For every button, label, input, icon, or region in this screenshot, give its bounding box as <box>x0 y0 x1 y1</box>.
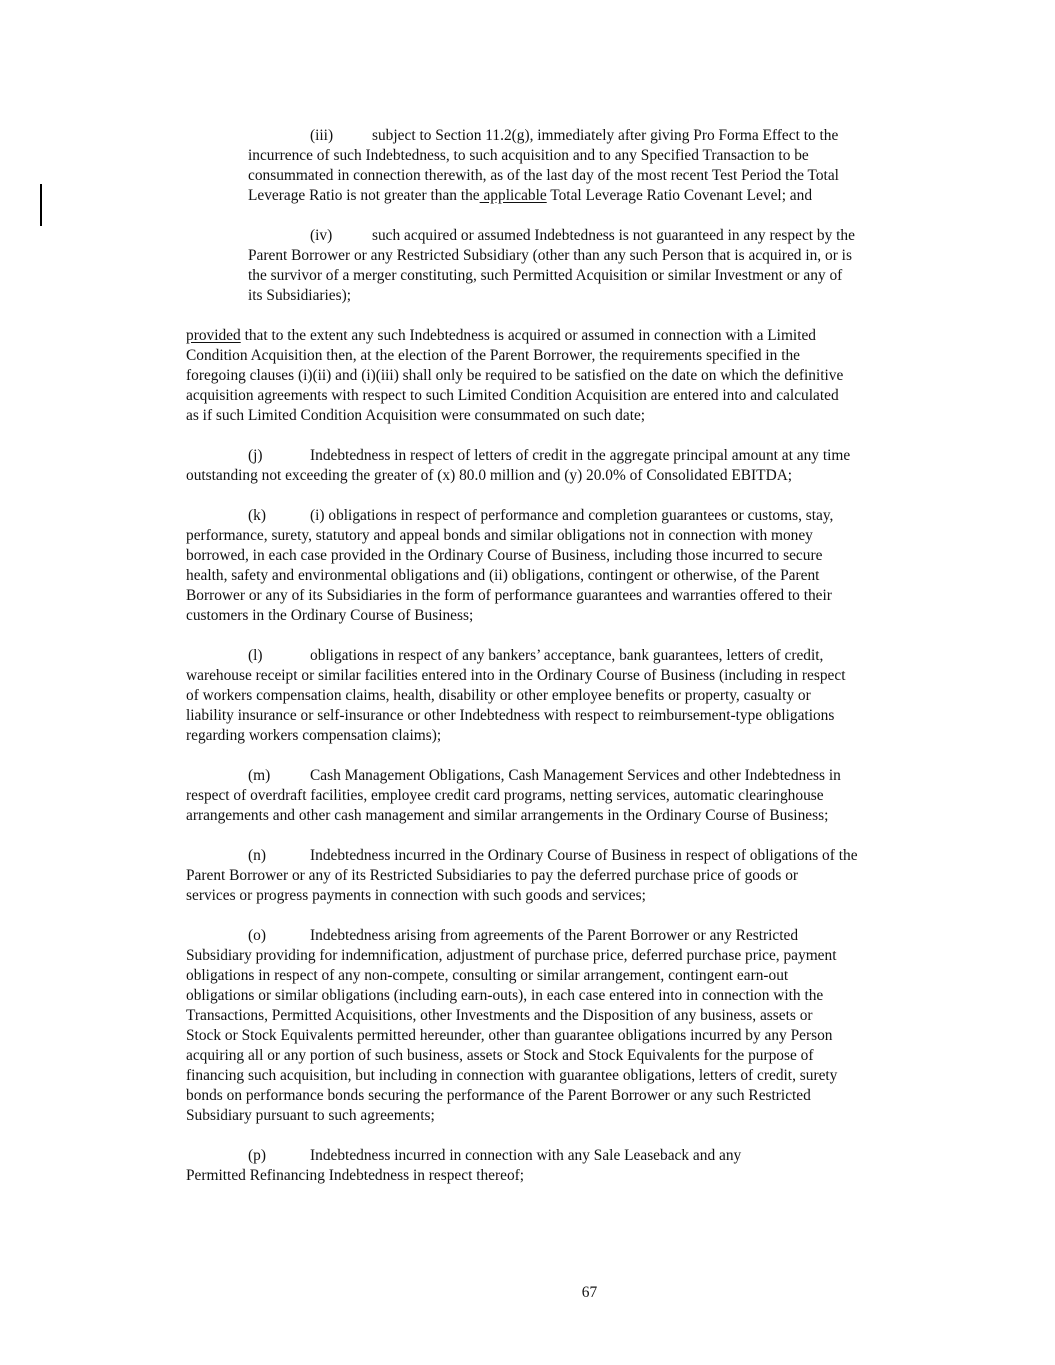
clause-line: borrowed, in each case provided in the Ordinary Course of Business, including those incurred to secure <box>186 547 823 564</box>
clause-label: (o) <box>248 927 266 944</box>
clause-line: Parent Borrower or any Restricted Subsidiary (other than any such Person that is acquired in, or is <box>248 247 852 264</box>
clause-line: performance, surety, statutory and appeal bonds and similar obligations not in connection with money <box>186 527 813 544</box>
clause-line: Subsidiary providing for indemnification, adjustment of purchase price, deferred purchase price, payment <box>186 947 837 964</box>
clause-line: arrangements and other cash management and similar arrangements in the Ordinary Course of Business; <box>186 807 829 824</box>
clause-label: (l) <box>248 647 263 664</box>
clause-text: Indebtedness incurred in the Ordinary Course of Business in respect of obligations of the <box>310 847 858 864</box>
clause-iv-first-line <box>248 226 920 246</box>
clause-line: liability insurance or self-insurance or other Indebtedness with respect to reimbursement-type obligations <box>186 707 835 724</box>
revision-bar <box>40 184 42 226</box>
clause-line: financing such acquisition, but including in connection with guarantee obligations, letters of credit, surety <box>186 1067 838 1084</box>
page-number: 67 <box>581 1284 598 1301</box>
clause-label: (iii) <box>310 127 334 144</box>
clause-line: Permitted Refinancing Indebtedness in respect thereof; <box>186 1167 525 1184</box>
clause-m <box>186 766 926 826</box>
clause-line: the survivor of a merger constituting, such Permitted Acquisition or similar Investment or any of <box>248 267 843 284</box>
clause-iii-first-line <box>248 126 920 146</box>
clause-o-first-line <box>186 926 926 946</box>
clause-text: such acquired or assumed Indebtedness is not guaranteed in any respect by the <box>372 227 855 244</box>
clause-p-first-line <box>186 1146 926 1166</box>
proviso-keyword: provided <box>186 327 241 344</box>
clause-k <box>186 506 926 626</box>
clause-text: (i) obligations in respect of performance and completion guarantees or customs, stay, <box>310 507 834 524</box>
clause-l <box>186 646 926 746</box>
clause-line: incurrence of such Indebtedness, to such acquisition and to any Specified Transaction to be <box>248 147 809 164</box>
clause-label: (iv) <box>310 227 333 244</box>
clause-line: Condition Acquisition then, at the election of the Parent Borrower, the requirements specified in the <box>186 347 800 364</box>
clause-label: (j) <box>248 447 263 464</box>
clause-line: respect of overdraft facilities, employee credit card programs, netting services, automatic clearinghouse <box>186 787 824 804</box>
clause-line: Stock or Stock Equivalents permitted hereunder, other than guarantee obligations incurred by any Person <box>186 1027 833 1044</box>
clause-text: obligations in respect of any bankers’ acceptance, bank guarantees, letters of credit, <box>310 647 824 664</box>
clause-line: health, safety and environmental obligations and (ii) obligations, contingent or otherwise, of the Parent <box>186 567 820 584</box>
clause-label: (n) <box>248 847 266 864</box>
clause-line: services or progress payments in connection with such goods and services; <box>186 887 646 904</box>
clause-p <box>186 1146 926 1186</box>
clause-n <box>186 846 926 906</box>
clause-k-first-line <box>186 506 926 526</box>
clause-label: (m) <box>248 767 271 784</box>
clause-iii <box>248 126 920 206</box>
clause-j-first-line <box>186 446 926 466</box>
clause-line: obligations in respect of any non-compete, consulting or similar arrangement, contingent earn-out <box>186 967 789 984</box>
clause-label: (k) <box>248 507 266 524</box>
clause-line: obligations or similar obligations (including earn-outs), in each case entered into in connection with the <box>186 987 824 1004</box>
clause-line: outstanding not exceeding the greater of (x) 80.0 million and (y) 20.0% of Consolidated EBITDA; <box>186 467 793 484</box>
clause-text: Indebtedness arising from agreements of the Parent Borrower or any Restricted <box>310 927 799 944</box>
clause-line: Transactions, Permitted Acquisitions, other Investments and the Disposition of any business, assets or <box>186 1007 813 1024</box>
clause-o <box>186 926 926 1126</box>
clause-text: Cash Management Obligations, Cash Management Services and other Indebtedness in <box>310 767 841 784</box>
proviso-first-line <box>186 326 926 346</box>
clause-line: acquisition agreements with respect to such Limited Condition Acquisition are entered into and calculated <box>186 387 839 404</box>
clause-line: consummated in connection therewith, as of the last day of the most recent Test Period the Total <box>248 167 839 184</box>
clause-n-first-line <box>186 846 926 866</box>
clause-text: Leverage Ratio is not greater than the <box>248 187 480 204</box>
clause-line: Parent Borrower or any of its Restricted Subsidiaries to pay the deferred purchase price of goods or <box>186 867 799 884</box>
clause-l-first-line <box>186 646 926 666</box>
clause-line: regarding workers compensation claims); <box>186 727 442 744</box>
clause-line: foregoing clauses (i)(ii) and (i)(iii) shall only be required to be satisfied on the date on which the definitive <box>186 367 844 384</box>
clause-line: Borrower or any of its Subsidiaries in the form of performance guarantees and warranties offered to their <box>186 587 832 604</box>
clause-label: (p) <box>248 1147 266 1164</box>
clause-iv <box>248 226 920 306</box>
inserted-text: applicable <box>479 187 547 204</box>
clause-line: as if such Limited Condition Acquisition were consummated on such date; <box>186 407 646 424</box>
clause-line: its Subsidiaries); <box>248 287 352 304</box>
clause-m-first-line <box>186 766 926 786</box>
clause-text: subject to Section 11.2(g), immediately after giving Pro Forma Effect to the <box>372 127 839 144</box>
clause-line: Subsidiary pursuant to such agreements; <box>186 1107 435 1124</box>
clause-text: Indebtedness incurred in connection with any Sale Leaseback and any <box>310 1147 742 1164</box>
clause-line: customers in the Ordinary Course of Business; <box>186 607 474 624</box>
clause-line <box>248 186 920 206</box>
clause-text: Total Leverage Ratio Covenant Level; and <box>546 187 813 204</box>
proviso-paragraph <box>186 326 926 426</box>
clause-line: bonds on performance bonds securing the performance of the Parent Borrower or any such Restricted <box>186 1087 811 1104</box>
clause-text: that to the extent any such Indebtedness is acquired or assumed in connection with a Limited <box>240 327 817 344</box>
clause-text: Indebtedness in respect of letters of credit in the aggregate principal amount at any time <box>310 447 851 464</box>
clause-j <box>186 446 926 486</box>
clause-line: warehouse receipt or similar facilities entered into in the Ordinary Course of Business (including in respect <box>186 667 846 684</box>
clause-line: of workers compensation claims, health, disability or other employee benefits or property, casualty or <box>186 687 811 704</box>
clause-line: acquiring all or any portion of such business, assets or Stock and Stock Equivalents for the purpose of <box>186 1047 814 1064</box>
